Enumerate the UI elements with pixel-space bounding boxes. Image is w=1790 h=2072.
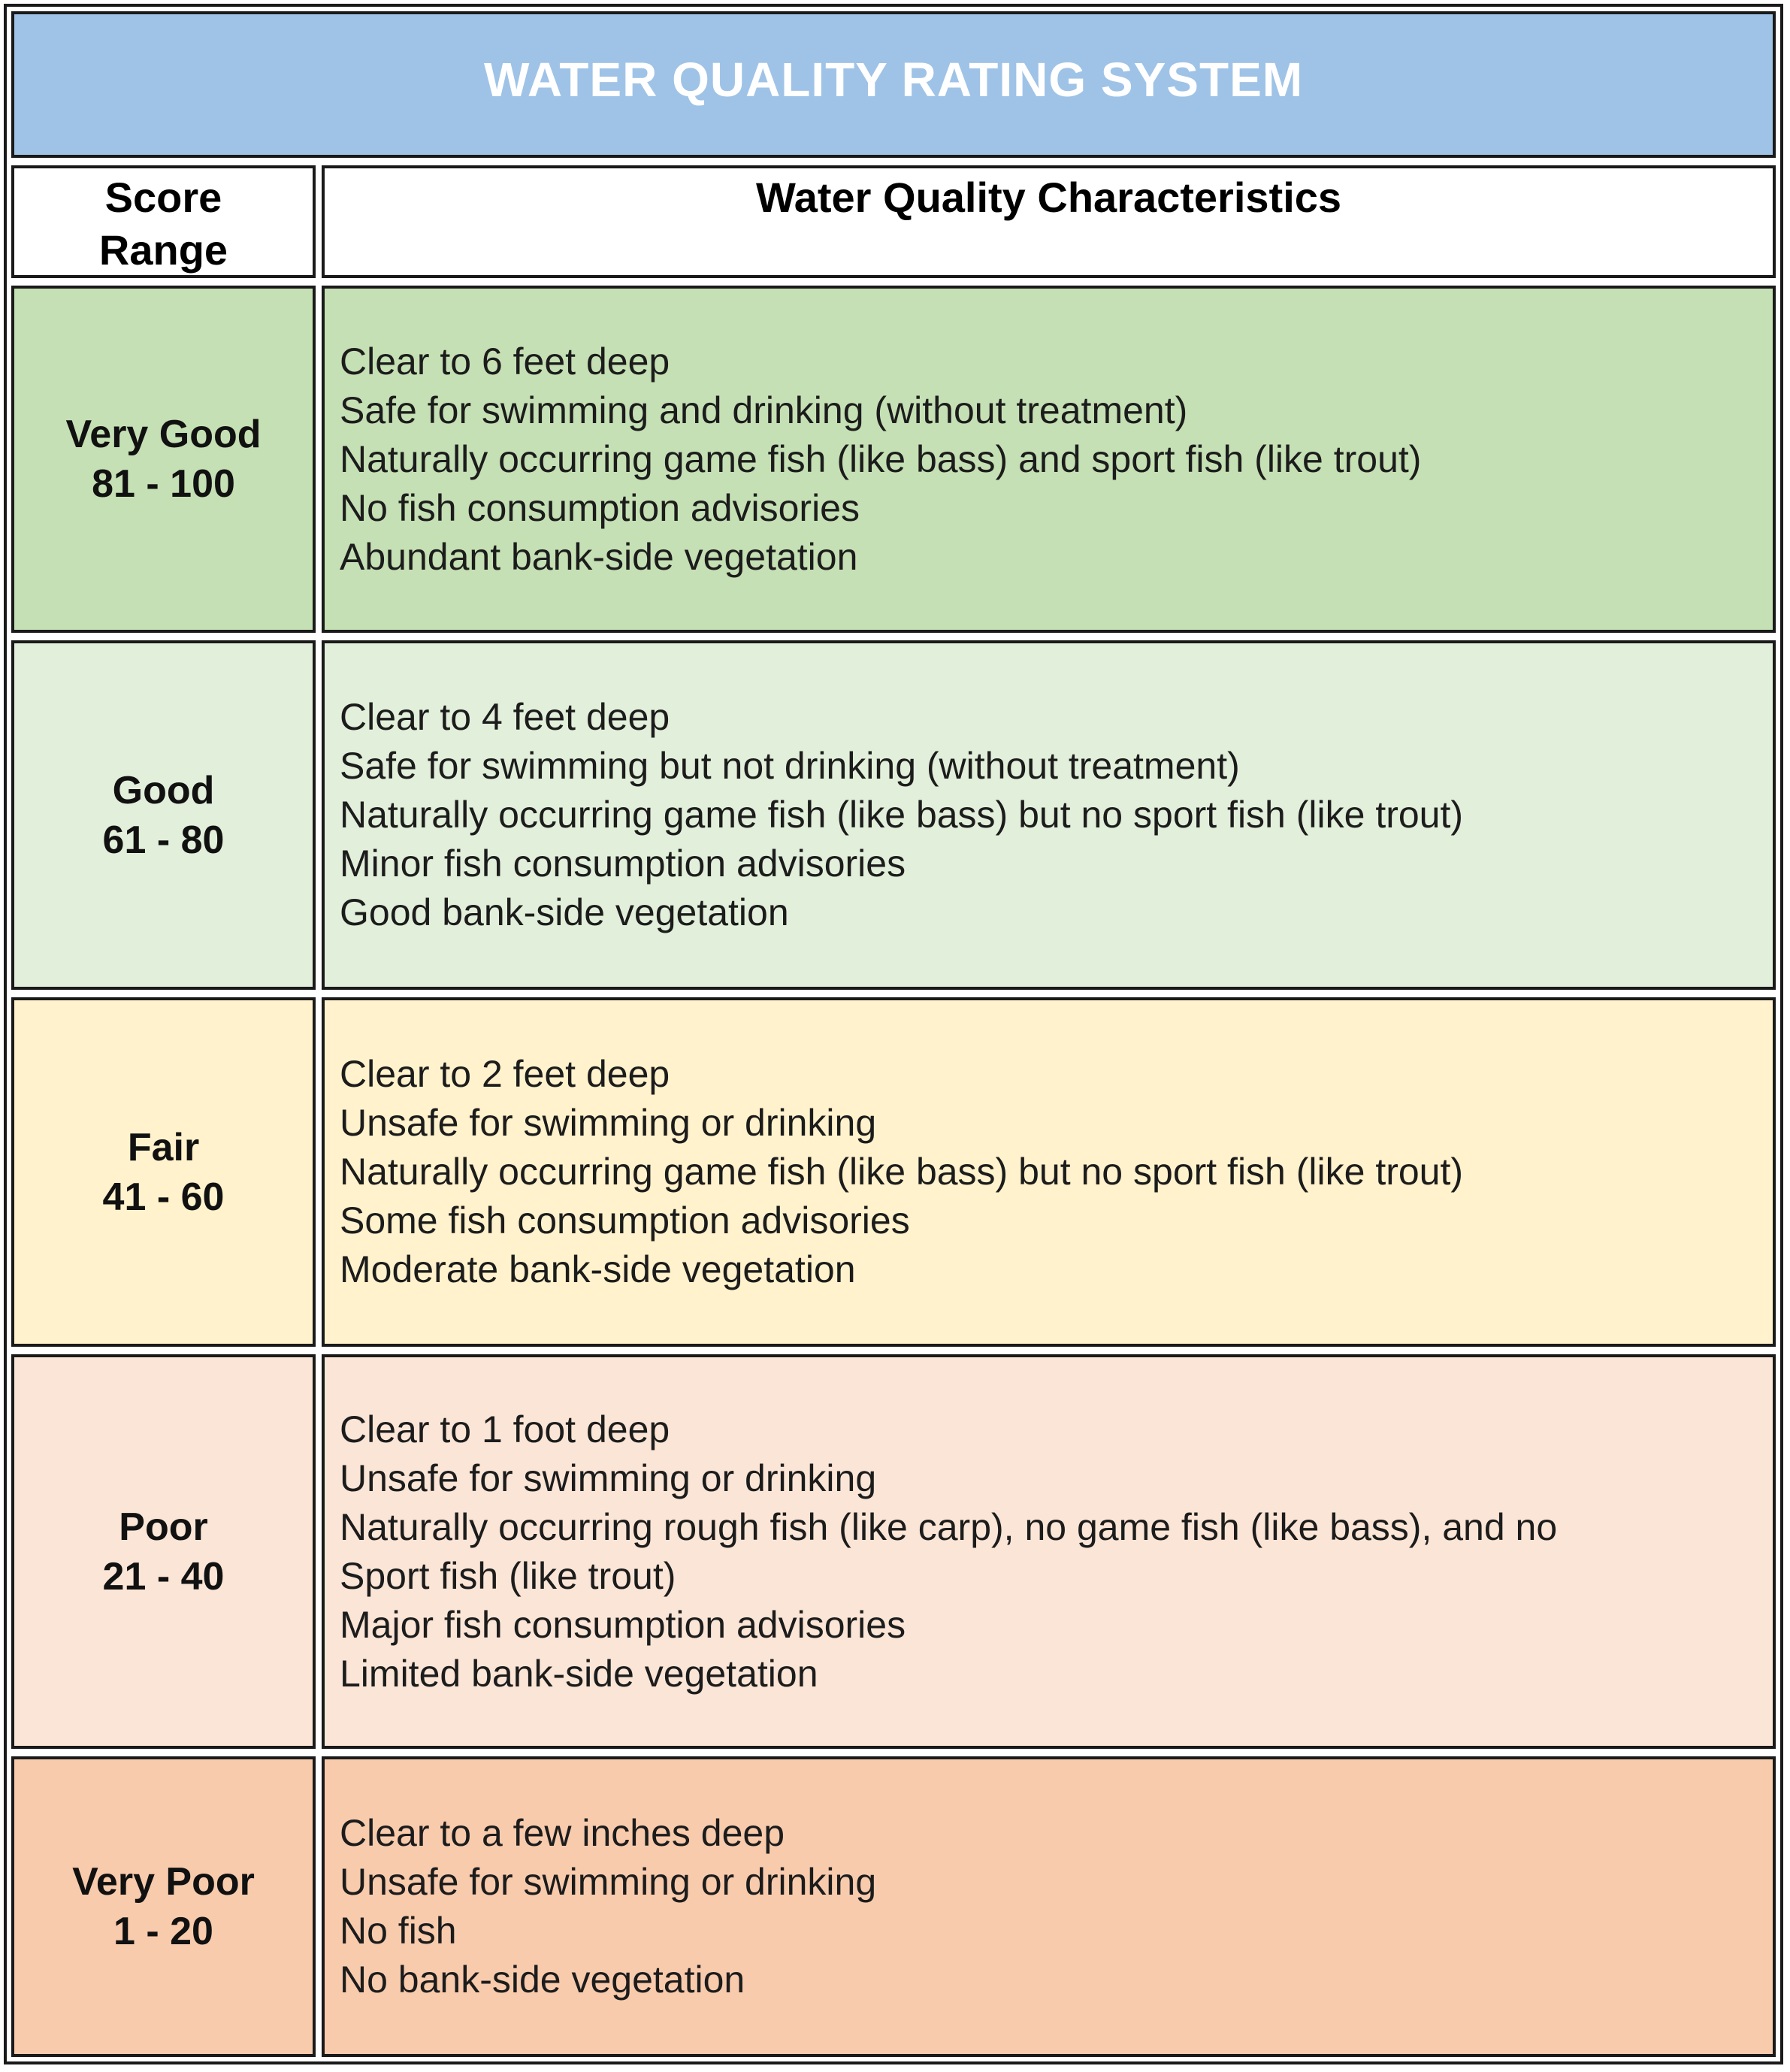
characteristic-line: Moderate bank-side vegetation: [340, 1248, 856, 1290]
characteristic-line: No bank-side vegetation: [340, 1959, 745, 2001]
header-characteristics: Water Quality Characteristics: [322, 165, 1776, 278]
characteristic-line: No fish consumption advisories: [340, 486, 860, 529]
characteristic-line: Abundant bank-side vegetation: [340, 535, 858, 578]
characteristic-line: Naturally occurring rough fish (like carp), no game fish (like bass), and no: [340, 1505, 1558, 1548]
characteristic-line: Naturally occurring game fish (like bass) but no sport fish (like trout): [340, 794, 1464, 836]
characteristic-line: Sport fish (like trout): [340, 1554, 676, 1597]
characteristic-line: Some fish consumption advisories: [340, 1199, 910, 1242]
header-score-line1: Score: [104, 174, 222, 221]
characteristic-line: Naturally occurring game fish (like bass) and sport fish (like trout): [340, 437, 1422, 480]
characteristic-line: No fish: [340, 1910, 457, 1952]
score-cell-very-good: [11, 286, 316, 633]
header-score-range: [11, 165, 316, 278]
characteristics-cell-very-good: [322, 286, 1776, 633]
score-cell-fair: [11, 997, 316, 1347]
rating-label: Fair: [127, 1125, 200, 1169]
characteristics-cell-very-poor: [322, 1756, 1776, 2057]
characteristic-line: Good bank-side vegetation: [340, 891, 789, 933]
characteristic-line: Safe for swimming and drinking (without treatment): [340, 389, 1188, 431]
characteristic-line: Limited bank-side vegetation: [340, 1652, 818, 1695]
characteristic-line: Naturally occurring game fish (like bass) but no sport fish (like trout): [340, 1151, 1464, 1193]
table-title: WATER QUALITY RATING SYSTEM: [483, 52, 1304, 107]
rating-label: Very Poor: [72, 1860, 255, 1904]
characteristics-cell-good: [322, 640, 1776, 990]
score-range: 61 - 80: [102, 818, 225, 862]
characteristic-line: Major fish consumption advisories: [340, 1603, 906, 1646]
rating-label: Poor: [119, 1505, 208, 1549]
score-range: 1 - 20: [113, 1910, 213, 1953]
score-range: 41 - 60: [102, 1175, 225, 1219]
characteristic-line: Clear to 1 foot deep: [340, 1408, 670, 1450]
score-range: 21 - 40: [102, 1554, 225, 1599]
characteristic-line: Unsafe for swimming or drinking: [340, 1861, 877, 1903]
rating-label: Good: [112, 768, 215, 812]
title-banner: [11, 11, 1776, 158]
score-range: 81 - 100: [92, 462, 235, 506]
score-cell-very-poor: [11, 1756, 316, 2057]
header-score-line2: Range: [98, 226, 228, 274]
characteristic-line: Clear to 6 feet deep: [340, 340, 670, 383]
characteristic-line: Clear to a few inches deep: [340, 1812, 785, 1854]
characteristic-line: Clear to 2 feet deep: [340, 1053, 670, 1095]
characteristics-cell-poor: [322, 1354, 1776, 1749]
characteristic-line: Clear to 4 feet deep: [340, 696, 670, 738]
rating-label: Very Good: [65, 413, 262, 456]
characteristics-cell-fair: [322, 997, 1776, 1347]
characteristic-line: Unsafe for swimming or drinking: [340, 1102, 877, 1144]
score-cell-poor: [11, 1354, 316, 1749]
characteristic-line: Safe for swimming but not drinking (without treatment): [340, 745, 1240, 787]
score-cell-good: [11, 640, 316, 990]
characteristic-line: Unsafe for swimming or drinking: [340, 1456, 877, 1499]
characteristic-line: Minor fish consumption advisories: [340, 842, 906, 885]
